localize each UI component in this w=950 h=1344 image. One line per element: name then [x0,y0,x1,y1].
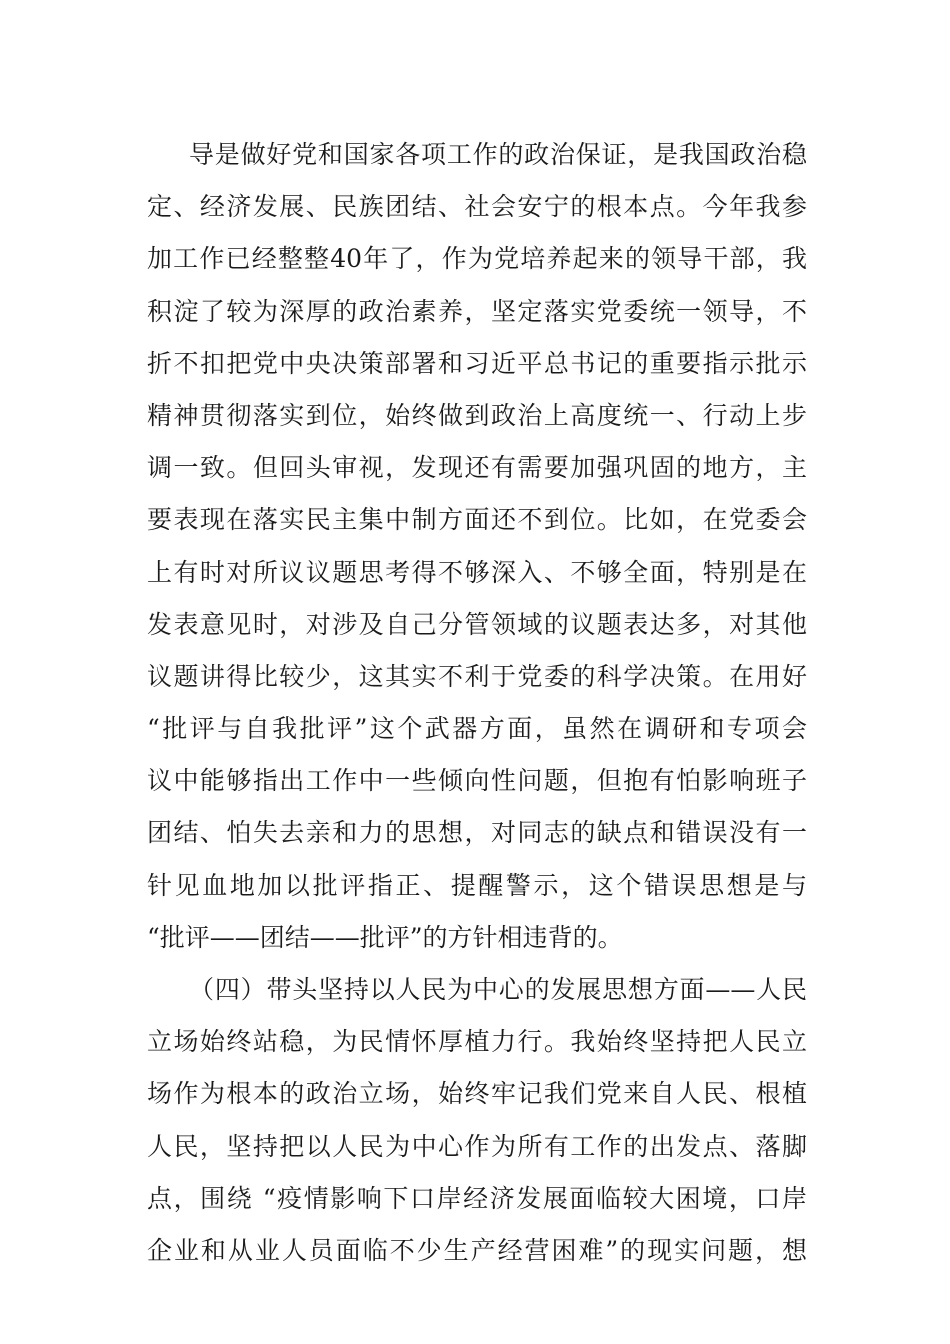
document-body [147,129,807,1277]
text-line: 人民，坚持把以人民为中心作为所有工作的出发点、落脚 [147,1131,807,1161]
text-line: 场作为根本的政治立场，始终牢记我们党来自人民、根植 [147,1079,807,1109]
text-line: 发表意见时，对涉及自己分管领域的议题表达多，对其他 [147,609,807,639]
section-heading-line: （四）带头坚持以人民为中心的发展思想方面——人民 [189,975,807,1004]
text-line: “批评与自我批评”这个武器方面，虽然在调研和专项会 [147,714,807,744]
text-line: 企业和从业人员面临不少生产经营困难”的现实问题，想 [147,1235,807,1265]
text-line-paragraph-end: “批评——团结——批评”的方针相违背的。 [147,922,623,952]
text-line: 议中能够指出工作中一些倾向性问题，但抱有怕影响班子 [147,766,807,796]
text-line: 针见血地加以批评指正、提醒警示，这个错误思想是与 [147,870,807,900]
text-line: 要表现在落实民主集中制方面还不到位。比如，在党委会 [147,505,807,535]
text-line: 点，围绕 “疫情影响下口岸经济发展面临较大困境，口岸 [147,1183,807,1213]
text-line: 议题讲得比较少，这其实不利于党委的科学决策。在用好 [147,661,807,691]
text-line: 调一致。但回头审视，发现还有需要加强巩固的地方，主 [147,453,807,483]
text-line: 精神贯彻落实到位，始终做到政治上高度统一、行动上步 [147,400,807,430]
text-line: 团结、怕失去亲和力的思想，对同志的缺点和错误没有一 [147,818,807,848]
text-line: 积淀了较为深厚的政治素养，坚定落实党委统一领导，不 [147,296,807,326]
text-line: 定、经济发展、民族团结、社会安宁的根本点。今年我参 [147,192,807,222]
text-line: 加工作已经整整40年了，作为党培养起来的领导干部，我 [147,244,807,274]
text-line: 导是做好党和国家各项工作的政治保证，是我国政治稳 [189,140,807,169]
text-line: 折不扣把党中央决策部署和习近平总书记的重要指示批示 [147,348,807,378]
text-line: 立场始终站稳，为民情怀厚植力行。我始终坚持把人民立 [147,1027,807,1057]
text-line: 上有时对所议议题思考得不够深入、不够全面，特别是在 [147,557,807,587]
